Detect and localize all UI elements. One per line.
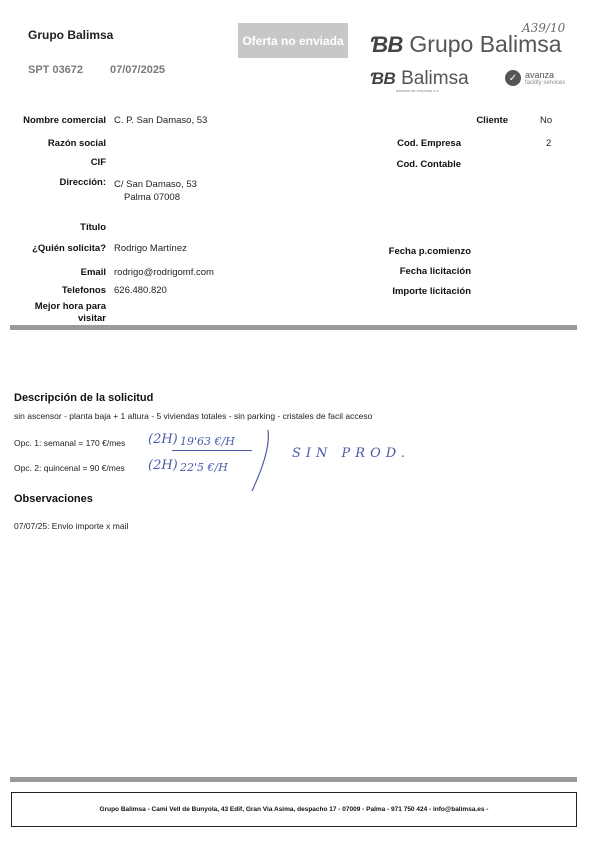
quien-solicita-value: Rodrigo Martínez — [114, 243, 187, 254]
cliente-label: Cliente — [476, 115, 508, 126]
opcion-1: Opc. 1: semanal = 170 €/mes — [14, 438, 126, 448]
direccion-label: Dirección: — [59, 177, 106, 188]
email-label: Email — [80, 267, 106, 278]
status-badge: Oferta no enviada — [238, 23, 348, 58]
handwritten-code: A39/10 — [522, 21, 566, 35]
mejor-hora-label-1: Mejor hora para — [34, 301, 106, 312]
hand-slash-mark — [246, 425, 276, 495]
nombre-comercial-value: C. P. San Damaso, 53 — [114, 115, 208, 126]
balimsa-b-icon: ƁB — [370, 31, 404, 57]
opcion-2-hand-price: 22'5 €/H — [180, 461, 228, 474]
cif-label: CIF — [90, 157, 106, 168]
footer — [11, 792, 577, 827]
importe-licitacion-label: Importe licitación — [392, 286, 471, 297]
opcion-1-hand-price: 19'63 €/H — [180, 435, 235, 448]
telefonos-value: 626.480.820 — [114, 285, 167, 296]
cod-contable-label: Cod. Contable — [396, 159, 461, 170]
descripcion-title: Descripción de la solicitud — [14, 392, 154, 404]
grupo-balimsa-logo — [370, 31, 562, 58]
avanza-check-icon: ✓ — [505, 70, 521, 86]
direccion-line-1: C/ San Damaso, 53 — [114, 179, 197, 190]
cod-empresa-label: Cod. Empresa — [397, 138, 461, 149]
fecha-licitacion-label: Fecha licitación — [399, 266, 471, 277]
opcion-2-hand-hours: (2H) — [148, 458, 178, 473]
telefonos-label: Telefonos — [61, 285, 106, 296]
mejor-hora-label-2: visitar — [78, 313, 106, 324]
balimsa-b-small-icon: ƁB — [370, 69, 396, 88]
logo-sub-text: Balimsa — [401, 68, 469, 89]
descripcion-text: sin ascensor - planta baja + 1 altura - 5 viviendas totales - sin parking - cristales de facil acceso — [14, 411, 373, 421]
fecha-comienzo-label: Fecha p.comienzo — [388, 246, 471, 257]
hand-note-sin-prod: SIN PROD. — [292, 446, 410, 461]
opcion-2: Opc. 2: quincenal = 90 €/mes — [14, 463, 125, 473]
nombre-comercial-label: Nombre comercial — [23, 115, 106, 126]
footer-text: Grupo Balimsa - Cami Vell de Bunyola, 43 Edif, Gran Via Asima, despacho 17 - 07009 - Palma - 971 750 424 - info@balimsa.es - — [99, 806, 489, 813]
logo-main-text: Grupo Balimsa — [409, 31, 562, 57]
observaciones-title: Observaciones — [14, 493, 93, 505]
balimsa-logo — [370, 68, 469, 90]
opcion-1-underline — [172, 450, 252, 451]
avanza-logo — [505, 70, 565, 86]
section-divider-bottom — [10, 777, 577, 782]
document-code: SPT 03672 — [28, 64, 84, 76]
razon-social-label: Razón social — [47, 138, 106, 149]
observaciones-text: 07/07/25: Envio importe x mail — [14, 521, 129, 531]
email-value: rodrigo@rodrigomf.com — [114, 267, 214, 278]
section-divider-top — [10, 325, 577, 330]
cod-empresa-value: 2 — [546, 138, 552, 149]
avanza-subtext: facility services — [525, 79, 566, 86]
document-date: 07/07/2025 — [110, 64, 166, 76]
opcion-1-hand-hours: (2H) — [148, 432, 178, 447]
logo-sub-tagline: balcano de empresa s.c. — [396, 88, 440, 93]
company-name: Grupo Balimsa — [28, 28, 114, 42]
direccion-line-2: Palma 07008 — [124, 192, 180, 203]
titulo-label: Título — [80, 222, 106, 233]
cliente-value: No — [540, 115, 553, 126]
quien-solicita-label: ¿Quién solicita? — [32, 243, 106, 254]
avanza-text: avanza — [525, 69, 555, 80]
